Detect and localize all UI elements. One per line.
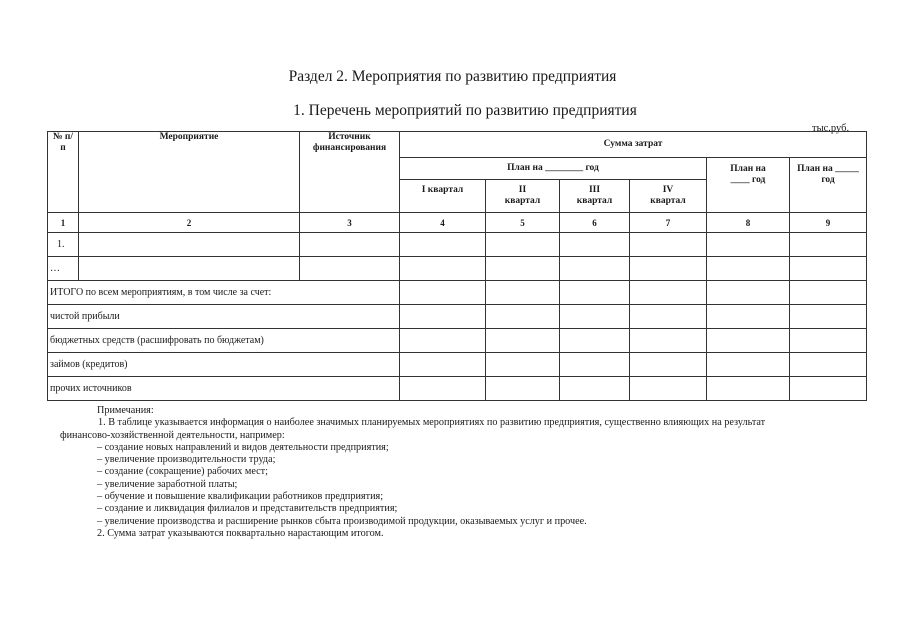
row-number: …	[48, 257, 79, 281]
section-title: Раздел 2. Мероприятия по развитию предприятия	[288, 68, 617, 85]
total-row	[48, 329, 867, 353]
note-2: 2. Сумма затрат указываются поквартально нарастающим итогом.	[97, 527, 384, 539]
header-q2: II квартал	[486, 180, 560, 213]
header-event: Мероприятие	[79, 132, 300, 213]
note-list-item: – увеличение производительности труда;	[97, 454, 276, 466]
units-label: тыс.руб.	[812, 123, 850, 134]
note-list-item: – создание (сокращение) рабочих мест;	[97, 466, 268, 478]
total-label: прочих источников	[48, 377, 400, 401]
notes	[60, 405, 860, 540]
note-list-item: – создание новых направлений и видов деятельности предприятия;	[97, 441, 389, 453]
total-label: ИТОГО по всем мероприятиям, в том числе за счет:	[48, 281, 400, 305]
table-row	[48, 233, 867, 257]
note-list-item: – увеличение заработной платы;	[97, 478, 238, 490]
row-number: 1.	[48, 233, 79, 257]
column-number: 6	[560, 213, 630, 233]
column-number: 4	[400, 213, 486, 233]
total-label: займов (кредитов)	[48, 353, 400, 377]
header-plan-a: План на ____ год	[707, 158, 790, 213]
total-row	[48, 353, 867, 377]
total-row	[48, 281, 867, 305]
header-plan-b: План на _____ год	[790, 158, 867, 213]
note-list-item: – создание и ликвидация филиалов и представительств предприятия;	[97, 503, 398, 515]
events-table	[47, 131, 867, 401]
note-list-item: – увеличение производства и расширение рынков сбыта производимой продукции, оказываемых услуг и прочее.	[97, 515, 587, 527]
note-1: 1. В таблице указывается информация о наиболее значимых планируемых мероприятиях по развитию предприятия, существенно влияющих на результат	[98, 417, 766, 429]
header-q4: IV квартал	[630, 180, 707, 213]
total-row	[48, 377, 867, 401]
total-label: чистой прибыли	[48, 305, 400, 329]
header-costs: Сумма затрат	[400, 132, 867, 158]
header-q1: I квартал	[400, 180, 486, 213]
total-label: бюджетных средств (расшифровать по бюджетам)	[48, 329, 400, 353]
total-row	[48, 305, 867, 329]
header-plan-on: План на ________ год	[400, 158, 707, 180]
notes-title: Примечания:	[97, 405, 154, 416]
column-number: 7	[630, 213, 707, 233]
column-number: 5	[486, 213, 560, 233]
column-number: 3	[300, 213, 400, 233]
header-num: № п/п	[48, 132, 79, 213]
list-title: 1. Перечень мероприятий по развитию предприятия	[293, 102, 637, 119]
column-number: 1	[48, 213, 79, 233]
column-number: 2	[79, 213, 300, 233]
note-list-item: – обучение и повышение квалификации работников предприятия;	[97, 491, 384, 503]
column-number: 8	[707, 213, 790, 233]
note-1-continuation: финансово-хозяйственной деятельности, например:	[60, 429, 285, 441]
header-source: Источник финансирования	[300, 132, 400, 213]
table-row	[48, 257, 867, 281]
column-number: 9	[790, 213, 867, 233]
header-q3: III квартал	[560, 180, 630, 213]
